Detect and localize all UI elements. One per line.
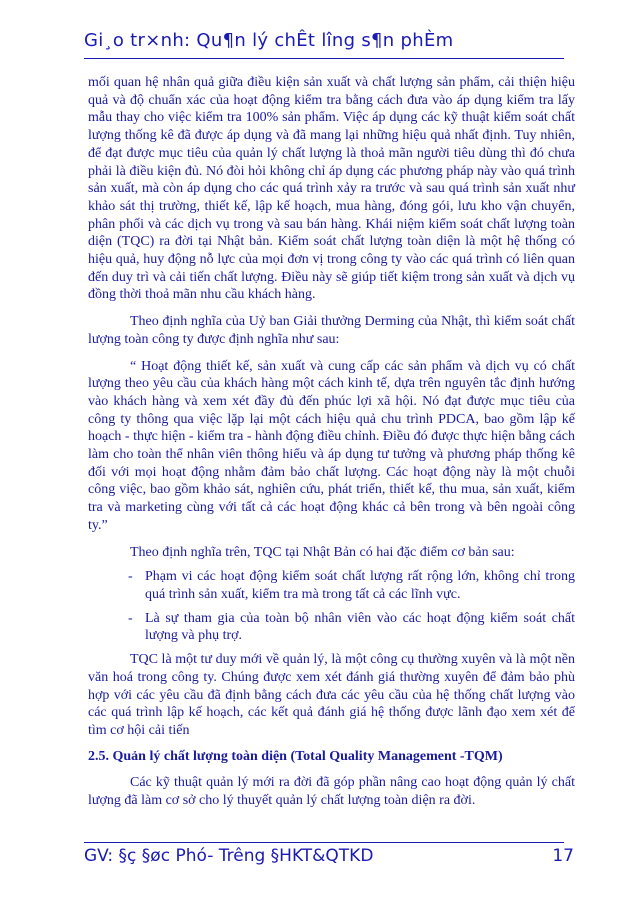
body-paragraph: mối quan hệ nhân quả giữa điều kiện sản xuất và chất lượng sản phẩm, cải thiện hiệu quả và độ chuẩn xác của hoạt động kiểm tra bằng cách đưa vào áp dụng kiểm tra lấy mẫu thay cho việc kiểm tra 100% sản phẩm. Việc áp dụng các kỹ thuật kiểm soát chất lượng thống kê đã được áp dụng và đã mang lại những hiệu quả nhất định. Tuy nhiên, để đạt được mục tiêu của quản lý chất lượng là thoả mãn người tiêu dùng thì đó chưa phải là điều kiện đủ. Nó đòi hỏi không chỉ áp dụng các phương pháp này vào quá trình sản xuất, mà còn áp dụng cho các quá trình xảy ra trước và sau quá trình sản xuất như khảo sát thị trường, thiết kế, lập kế hoạch, mua hàng, đóng gói, lưu kho vận chuyển, phân phối và các dịch vụ trong và sau bán hàng. Khái niệm kiểm soát chất lượng toàn diện (TQC) ra đời tại Nhật bản. Kiểm soát chất lượng toàn diện là một hệ thống có hiệu quả, huy động nỗ lực của mọi đơn vị trong công ty vào các quá trình có liên quan đến duy trì và cải tiến chất lượng. Điều này sẽ giúp tiết kiệm trong sản xuất và dịch vụ đồng thời thoả mãn nhu cầu khách hàng. bbox=[88, 75, 575, 303]
page-header: Gi¸o tr×nh: Qu¶n lý chÊt lîng s¶n phÈm bbox=[84, 30, 454, 51]
footer-author: GV: §ç §øc Phó- Trêng §HKT&QTKD bbox=[84, 846, 374, 866]
list-item-text: Là sự tham gia của toàn bộ nhân viên vào các hoạt động kiểm soát chất lượng và phụ trợ. bbox=[145, 610, 575, 644]
definition-quote: “ Hoạt động thiết kế, sản xuất và cung cấp các sản phẩm và dịch vụ có chất lượng theo yêu cầu của khách hàng một cách kinh tế, dựa trên nguyên tắc định hướng vào khách hàng và xem xét đầy đủ đến phúc lợi xã hội. Nó đạt được mục tiêu của công ty thông qua việc lặp lại một cách hiệu quả chu trình PDCA, bao gồm lập kế hoạch - thực hiện - kiểm tra - hành động điều chỉnh. Điều đó được thực hiện bằng cách làm cho toàn thể nhân viên thông hiểu và áp dụng tư tưởng và phương pháp thống kê đối với mọi hoạt động nhằm đảm bảo chất lượng. Các hoạt động này là một chuỗi công việc, bao gồm khảo sát, nghiên cứu, phát triển, thiết kế, thu mua, sản xuất, kiểm tra và marketing cùng với tất cả các hoạt động khác cả bên trong và bên ngoài công ty.” bbox=[88, 358, 575, 533]
list-item-text: Phạm vi các hoạt động kiểm soát chất lượng rất rộng lớn, không chỉ trong quá trình sản xuất, kiểm tra mà trong tất cả các lĩnh vực. bbox=[145, 569, 575, 602]
bullet-dash: - bbox=[128, 569, 133, 585]
page-number: 17 bbox=[552, 846, 574, 866]
body-paragraph: Theo định nghĩa của Uỷ ban Giải thưởng Derming của Nhật, thì kiểm soát chất lượng toàn công ty được định nghĩa như sau: bbox=[88, 314, 575, 347]
page-body bbox=[88, 74, 575, 810]
page-footer bbox=[84, 846, 574, 866]
list-item bbox=[88, 610, 575, 645]
header-divider bbox=[84, 58, 564, 59]
list-item bbox=[88, 568, 575, 603]
bullet-dash: - bbox=[128, 610, 133, 626]
body-paragraph: Theo định nghĩa trên, TQC tại Nhật Bản có hai đặc điểm cơ bản sau: bbox=[130, 544, 515, 560]
body-paragraph: Các kỹ thuật quản lý mới ra đời đã góp phần nâng cao hoạt động quản lý chất lượng đã làm cơ sở cho lý thuyết quản lý chất lượng toàn diện ra đời. bbox=[88, 775, 575, 809]
section-heading: 2.5. Quản lý chất lượng toàn diện (Total Quality Management -TQM) bbox=[88, 748, 503, 764]
footer-divider bbox=[84, 842, 564, 843]
feature-list bbox=[88, 568, 575, 645]
body-paragraph: TQC là một tư duy mới về quản lý, là một công cụ thường xuyên và là một nền văn hoá trong công ty. Chúng được xem xét đánh giá thường xuyên để đảm bảo phù hợp với các yêu cầu đã định bằng cách đưa các yêu cầu của hệ thống chất lượng vào các quá trình lập kế hoạch, các kết quả đánh giá hệ thống được lãnh đạo xem xét để tìm cơ hội cải tiến bbox=[88, 652, 575, 738]
